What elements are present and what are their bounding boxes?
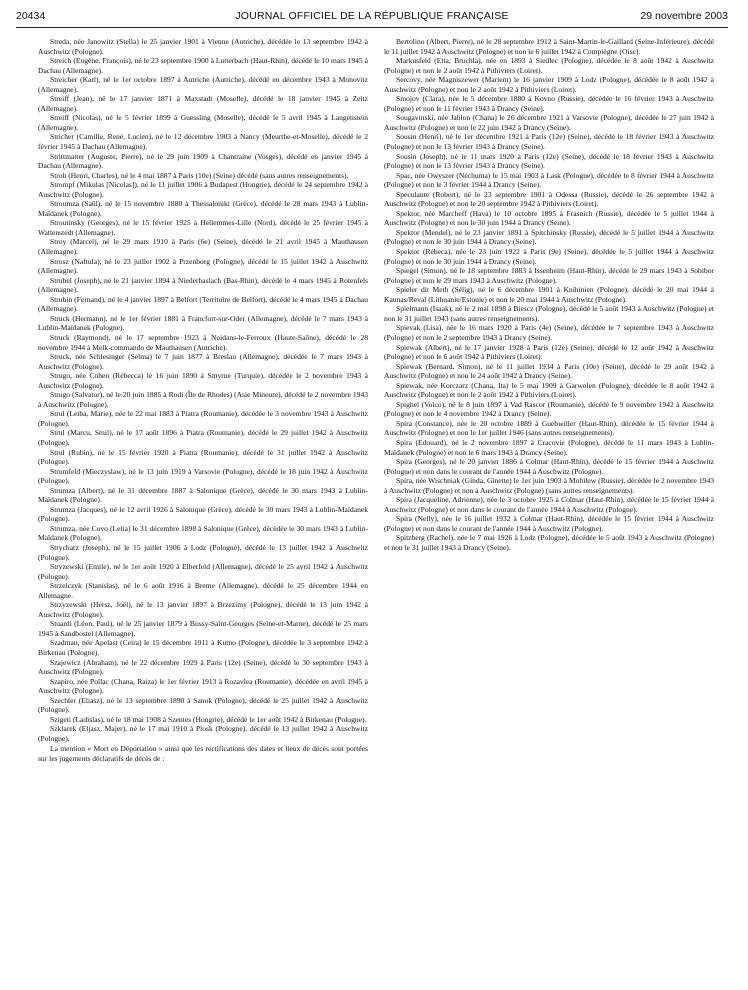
- record-entry: Strugo, née Cohen (Rébecca) le 16 juin 1890 à Smyrne (Turquie), décédée le 2 novembre 1943 à Auschwitz (Pologne).: [38, 371, 368, 390]
- record-entry: Spitzberg (Rachel), née le 7 mai 1926 à Lodz (Pologne), décédée le 5 août 1943 à Auschwitz (Pologne) et non le 31 juillet 1943 à Drancy (Seine).: [384, 533, 714, 552]
- record-entry: Stricher (Camille, René, Lucien), né le 12 décembre 1903 à Nancy (Meurthe-et-Moselle), décédé le 2 février 1945 à Dachau (Allemagne).: [38, 132, 368, 152]
- record-entry: Stroy (Marcel), né le 29 mars 1910 à Paris (6e) (Seine), décédé le 21 avril 1945 à Mauthausen (Allemagne).: [38, 237, 368, 257]
- record-entry: Struck, née Schlesinger (Selma) le 7 juin 1877 à Breslau (Allemagne), décédée le 7 mars 1943 à Auschwitz (Pologne).: [38, 352, 368, 371]
- record-entry: Strul (Leiba, Marie), née le 22 mai 1883 à Piatra (Roumanie), décédée le 3 novembre 1943 à Auschwitz (Pologne).: [38, 409, 368, 428]
- record-entry: Spiewak (Albert), né le 17 janvier 1928 à Paris (12e) (Seine), décédé le 12 août 1942 à Auschwitz (Pologne) et non le 6 août 1942 à Pithiviers (Loiret).: [384, 342, 714, 362]
- record-entry: Stroh (Henri, Charles), né le 4 mai 1887 à Paris (10e) (Seine) décédé (sans autres renseignements).: [50, 170, 349, 180]
- record-entry: Sousin (Joseph), né le 11 mars 1920 à Paris (12e) (Seine), décédé le 18 février 1943 à Auschwitz (Pologne) et non le 13 février 1943 à Drancy (Seine).: [384, 151, 714, 171]
- page-number: 20434: [16, 10, 46, 22]
- record-entry: Strumza (Albert), né le 31 décembre 1887 à Salonique (Grèce), décédé le 30 mars 1943 à Lublin-Maïdanek (Pologne).: [38, 485, 368, 505]
- record-entry: Struck (Hermann), né le 1er février 1881 à Francfort-sur-Oder (Allemagne), décédé le 7 mars 1943 à Lublin-Maïdanek (Pologne).: [38, 313, 368, 333]
- record-entry: Spiewak, née Korczarz (Chana, Ita) le 5 mai 1909 à Garwolen (Pologne), décédée le 8 août 1942 à Auschwitz (Pologne) et non le 2 août 1942 à Pithiviers (Loiret).: [384, 380, 714, 400]
- record-entry: Stroutinsky (Georges), né le 15 février 1925 à Hellemmes-Lille (Nord), décédé le 25 février 1945 à Wattenstedt (Allemagne).: [38, 218, 368, 237]
- record-entry: Sousin (Henri), né le 1er décembre 1921 à Paris (12e) (Seine), décédé le 18 février 1943 à Auschwitz (Pologne) et non le 13 février 1943 à Drancy (Seine).: [384, 132, 714, 152]
- record-entry: Strul (Marcu, Smil), né le 17 août 1896 à Piatra (Roumanie), décédé le 29 juillet 1942 à Auschwitz (Pologne).: [38, 428, 368, 447]
- record-entry: Spira (Georges), né le 20 janvier 1886 à Colmar (Haut-Rhin), décédé le 15 février 1944 à Auschwitz (Pologne) et non dans le courant de l'année 1944 à Auschwitz (Pologne).: [384, 457, 714, 476]
- record-entry: Spiewak (Bernard, Simon), né le 11 juillet 1934 à Paris (10e) (Seine), décédé le 29 août 1942 à Auschwitz (Pologne) et non le 24 août 1942 à Drancy (Seine).: [384, 361, 714, 381]
- record-entry: Spektor (Mendel), né le 23 janvier 1891 à Spitchinsky (Russie), décédé le 5 juillet 1944 à Auschwitz (Pologne) et non le 30 juin 1944 à Drancy (Seine).: [384, 227, 714, 247]
- closing-note: La mention « Mort en Déportation » ainsi que les rectifications des dates et lieux de décès sont portées sur les jugements déclaratifs de décès de :: [38, 744, 368, 764]
- record-entry: Strumza, née Covo (Lelia) le 31 décembre 1898 à Salonique (Grèce), décédée le 30 mars 1943 à Lublin-Maïdanek (Pologne).: [38, 523, 368, 543]
- record-entry: Spielmann (Isaak), né le 2 mai 1898 à Biescz (Pologne), décédé le 5 août 1943 à Auschwitz (Pologne) et non le 31 juillet 1943 (sans autres renseignements).: [384, 304, 714, 323]
- record-entry: Sougavinski, née Jablon (Chana) le 26 décembre 1921 à Varsovie (Pologne), décédée le 27 juin 1942 à Auschwitz (Pologne) et non le 22 juin 1942 à Drancy (Seine).: [384, 113, 714, 132]
- record-entry: Spighel (Volco), né le 8 juin 1897 à Vad Rascor (Roumanie), décédé le 9 novembre 1942 à Auschwitz (Pologne) et non le 4 novembre 1942 à Drancy (Seine).: [384, 399, 714, 419]
- record-entry: Szigeti (Ladislas), né le 18 mai 1908 à Szentes (Hongrie), décédé le 1er août 1942 à Birkenau (Pologne).: [50, 714, 367, 724]
- record-entry: Strul (Rubin), né le 15 février 1920 à Piatra (Roumanie), décédé le 31 juillet 1942 à Auschwitz (Pologne).: [38, 447, 368, 467]
- record-entry: Stroumza (Saül), né le 15 novembre 1880 à Thessaloniki (Grèce), décédé le 28 mars 1943 à Lublin-Maïdanek (Pologne).: [38, 199, 368, 218]
- record-entry: Spira (Nelly), née le 16 juillet 1932 à Colmar (Haut-Rhin), décédée le 15 février 1944 à Auschwitz (Pologne) et non dans le courant de l'année 1944 à Auschwitz (Pologne).: [384, 514, 714, 533]
- record-entry: Streiff (Nicolas), né le 5 février 1899 à Guessling (Moselle), décédé le 5 avril 1945 à Langenstein (Allemagne).: [38, 113, 368, 132]
- record-entry: Szechter (Eliasz), né le 13 septembre 1890 à Sanok (Pologne), décédé le 25 juillet 1942 à Auschwitz (Pologne).: [38, 695, 368, 715]
- record-entry: Streiff (Jean), né le 17 janvier 1871 à Maxstadt (Moselle), décédé le 18 janvier 1945 à Zeitz (Allemagne).: [38, 94, 368, 113]
- record-entry: Sercovy, née Magniszewer (Mariem) le 16 janvier 1909 à Lodz (Pologne), décédée le 8 août 1942 à Auschwitz (Pologne) et non le 2 août 1942 à Pithiviers (Loiret).: [384, 75, 714, 94]
- record-entry: Szapiro, née Pollac (Chana, Raiza) le 1er février 1913 à Rozavlea (Roumanie), décédée en avril 1945 à Auschwitz (Pologne).: [38, 676, 368, 696]
- record-entry: Struck (Raymond), né le 17 septembre 1923 à Noidans-le-Ferroux (Haute-Saône), décédé le 28 novembre 1944 à Melk-commando de Mauthausen (Autriche).: [38, 332, 368, 352]
- record-entry: Strumza (Jacques), né le 12 avril 1926 à Salonique (Grèce), décédé le 30 mars 1943 à Lublin-Maïdanek (Pologne).: [38, 504, 368, 524]
- record-entry: Spira (Jacqueline, Adrienne), née le 3 octobre 1925 à Colmar (Haut-Rhin), décédée le 15 février 1944 à Auschwitz (Pologne) et non dans le courant de l'année 1944 à Auschwitz (Pologne).: [384, 495, 714, 514]
- left-column: [38, 37, 368, 764]
- record-entry: Strompf (Mikulas [Nicolas]), né le 11 juillet 1906 à Budapest (Hongrie), décédé le 24 septembre 1942 à Auschwitz (Pologne).: [38, 180, 368, 199]
- record-entry: Streicher (Karl), né le 1er octobre 1897 à Autriche (Autriche), décédé en décembre 1943 à Monovitz (Allemagne).: [38, 75, 368, 94]
- record-entry: Spiegel (Simon), né le 18 septembre 1883 à Issenheim (Haut-Rhin), décédé le 29 mars 1943 à Sobibor (Pologne) et non le 29 mars 1943 à Auschwitz (Pologne).: [384, 266, 714, 285]
- record-entry: Smojov (Clara), née le 5 décembre 1880 à Kovno (Russie), décédée le 16 février 1943 à Auschwitz (Pologne) et non le 11 février 1943 à Drancy (Seine).: [384, 94, 714, 113]
- record-entry: Stuardi (Léon, Paul), né le 25 janvier 1879 à Bussy-Saint-Georges (Seine-et-Marne), décédé le 25 mars 1945 à Sandbostel (Allemagne).: [38, 619, 368, 638]
- record-entry: Spektor, née Marcheff (Hava) le 10 octobre 1895 à Frasnich (Russie), décédée le 5 juillet 1944 à Auschwitz (Pologne) et non le 30 juin 1944 à Drancy (Seine).: [384, 208, 714, 228]
- record-entry: Spira (Edouard), né le 2 novembre 1897 à Cracovie (Pologne), décédé le 11 mars 1943 à Lublin-Maïdanek (Pologne) et non le 6 mars 1943 à Drancy (Seine).: [384, 437, 714, 457]
- record-entry: Strosz (Naftula), né le 23 juillet 1902 à Przenborg (Pologne), décédé le 15 juillet 1942 à Auschwitz (Allemagne).: [38, 256, 368, 276]
- record-entry: Strycharz (Joseph), né le 15 juillet 1906 à Lodz (Pologne), décédé le 13 juillet 1942 à Auschwitz (Pologne).: [38, 542, 368, 562]
- record-entry: Spektor (Rébeca), née le 23 juin 1922 à Paris (9e) (Seine), décédée le 5 juillet 1944 à Auschwitz (Pologne) et non le 30 juin 1944 à Drancy (Seine).: [384, 247, 714, 266]
- record-entry: Spira, née Wischniak (Ginda, Ginette) le 1er juin 1903 à Mohilew (Russie), décédée le 2 novembre 1943 à Auschwitz (Pologne) et non à Auschwitz (Pologne) (sans autres renseignements).: [384, 476, 714, 495]
- record-entry: Strittmatter (Auguste, Pierre), né le 29 juin 1909 à Chantraine (Vosges), décédé en janvier 1945 à Dachau (Allemagne).: [38, 151, 368, 171]
- page-header: [16, 10, 728, 26]
- journal-title: JOURNAL OFFICIEL DE LA RÉPUBLIQUE FRANÇAISE: [235, 10, 509, 22]
- record-entry: Strzelczyk (Stanislas), né le 6 août 1916 à Breme (Allemagne), décédé le 25 décembre 1944 en Allemagne.: [38, 581, 368, 600]
- record-entry: Strumfeld (Mieczyslaw), né le 13 juin 1919 à Varsovie (Pologne), décédé le 18 juin 1942 à Auschwitz (Pologne).: [38, 466, 368, 486]
- record-entry: Spira (Constance), née le 20 octobre 1889 à Guebwiller (Haut-Rhin), décédée le 15 février 1944 à Auschwitz (Pologne) et non le 1er juillet 1946 (sans autres renseignements).: [384, 418, 714, 438]
- record-entry: Bertolino (Albert, Pierre), né le 28 septembre 1912 à Saint-Martin-le-Gaillard (Seine-Inférieure), décédé le 11 juillet 1942 à Auschwitz (Pologne) et non le 6 juillet 1942 à Compiègne (Oise).: [384, 37, 714, 56]
- publication-date: 29 novembre 2003: [640, 10, 728, 22]
- record-entry: Szadman, née Apelast (Ceira) le 15 décembre 1911 à Kutno (Pologne), décédée le 3 septembre 1942 à Birkenau (Pologne).: [38, 638, 368, 657]
- record-entry: Stryzewski (Emile), né le 1er août 1920 à Elberfeld (Allemagne), décédé le 25 avril 1942 à Auschwitz (Pologne).: [38, 562, 368, 581]
- record-entry: Spac, née Owyszer (Néchuma) le 15 mai 1903 à Lask (Pologne), décédée le 8 février 1944 à Auschwitz (Pologne) et non le 3 février 1944 à Drancy (Seine).: [384, 170, 714, 190]
- record-entry: Markusfeld (Etta, Bruchla), née en 1893 à Siedlec (Pologne), décédée le 8 août 1942 à Auschwitz (Pologne) et non le 2 août 1942 à Pithiviers (Loiret).: [384, 56, 714, 75]
- record-entry: Streda, née Janowitz (Stella) le 25 janvier 1901 à Vienne (Autriche), décédée le 13 septembre 1942 à Auschwitz (Pologne).: [38, 37, 368, 56]
- record-entry: Strugo (Salvator), né le 20 juin 1885 à Rodi (Île de Rhodes) (Asie Mineure), décédé le 2 novembre 1943 à Auschwitz (Pologne).: [38, 390, 368, 409]
- record-entry: Strzyzewski (Hersz, Joël), né le 13 janvier 1897 à Brzezimy (Pologne), décédé le 13 juin 1942 à Auschwitz (Pologne).: [38, 600, 368, 619]
- right-column: [384, 37, 714, 553]
- record-entry: Spieler dit Meth (Sélig), né le 6 décembre 1901 à Knihinien (Pologne), décédé le 20 mai 1944 à Kaunas/Reval (Lithuanie/Estonie) et non le 20 mai 1944 à Auschwitz (Pologne).: [384, 285, 714, 304]
- record-entry: Spievak (Lisa), née le 16 mars 1920 à Paris (4e) (Seine), décédée le 7 septembre 1943 à Auschwitz (Pologne) et non le 2 septembre 1943 à Drancy (Seine).: [384, 323, 714, 342]
- header-rule: [16, 27, 728, 28]
- record-entry: Speculante (Robert), né le 23 septembre 1901 à Odessa (Russie), décédé le 26 septembre 1942 à Auschwitz (Pologne) et non le 20 septembre 1942 à Pithiviers (Loiret).: [384, 189, 714, 209]
- record-entry: Szajewicz (Abraham), né le 22 décembre 1929 à Paris (12e) (Seine), décédé le 30 septembre 1943 à Auschwitz (Pologne).: [38, 657, 368, 677]
- record-entry: Szklarek (Eljasz, Majer), né le 17 mai 1910 à Plosk (Pologne), décédé le 13 juillet 1942 à Auschwitz (Pologne).: [38, 724, 368, 743]
- record-entry: Streich (Eugène, François), né le 23 septembre 1900 à Lutterbach (Haut-Rhin), décédé le 10 mars 1945 à Dachau (Allemagne).: [38, 56, 368, 75]
- record-entry: Strubel (Joseph), né le 21 janvier 1894 à Niederhaslach (Bas-Rhin), décédé le 4 mars 1945 à Rotenfels (Allemagne).: [38, 275, 368, 295]
- record-entry: Strubin (Fernand), né le 4 janvier 1897 à Belfort (Territoire de Belfort), décédé le 4 mars 1945 à Dachau (Allemagne).: [38, 294, 368, 314]
